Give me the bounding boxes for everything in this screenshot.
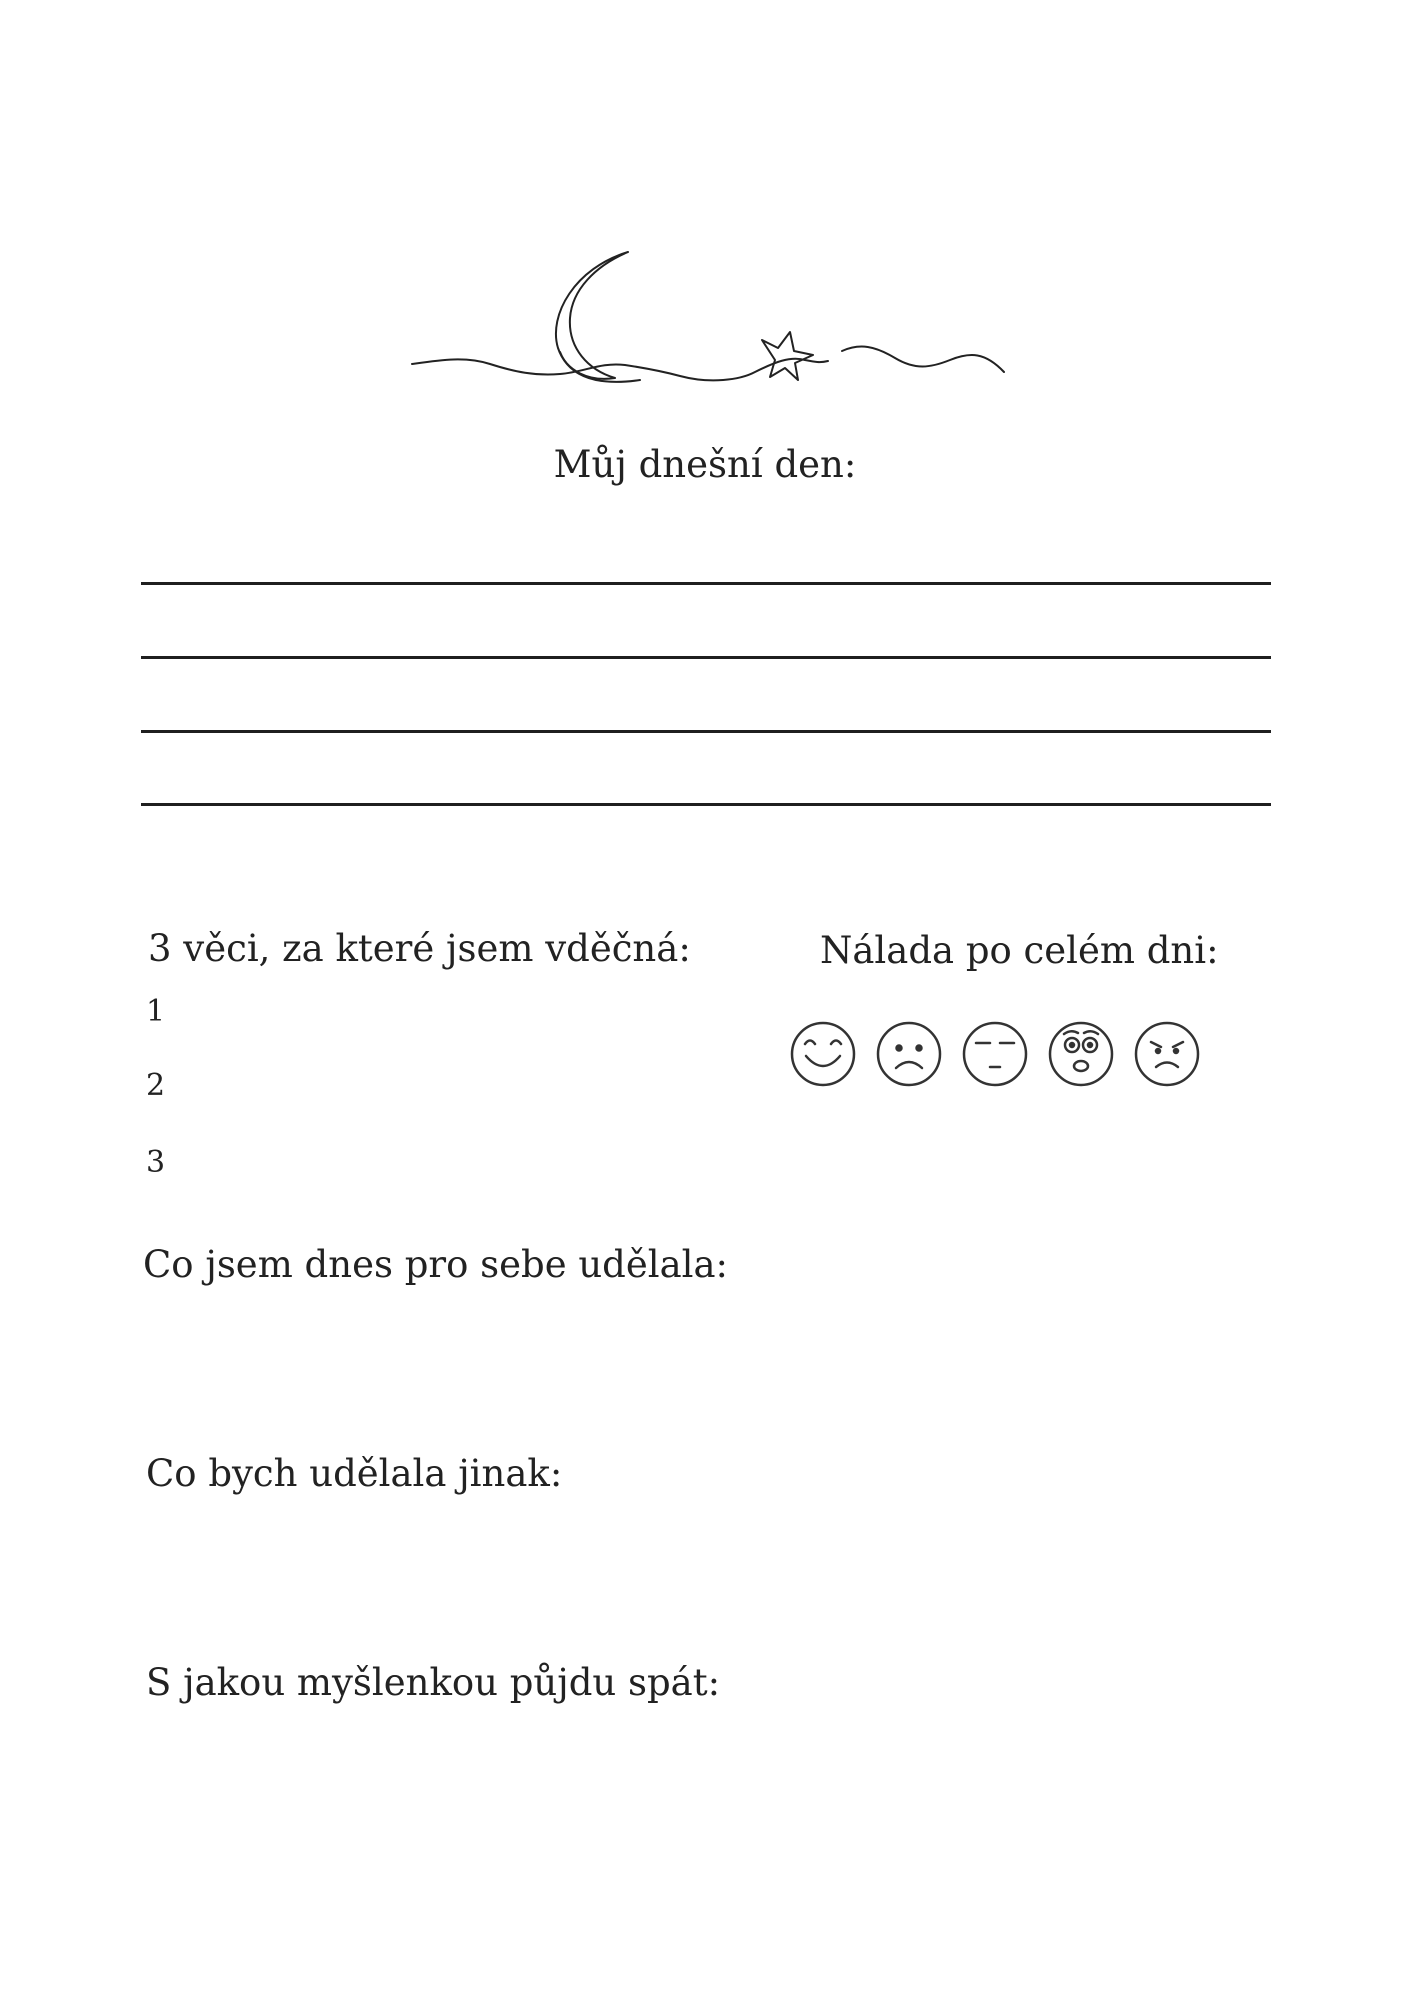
writing-line [141,582,1271,585]
gratitude-item-number: 1 [146,994,166,1029]
writing-line [141,730,1271,733]
do-differently-heading: Co bych udělala jinak: [146,1452,563,1495]
gratitude-item-number: 2 [146,1068,166,1103]
bedtime-thought-heading: S jakou myšlenkou půjdu spát: [146,1661,721,1704]
page-title: Můj dnešní den: [553,443,857,486]
gratitude-heading: 3 věci, za které jsem vděčná: [148,927,691,970]
mood-heading: Nálada po celém dni: [820,929,1219,972]
surprised-icon[interactable] [1047,1020,1115,1088]
neutral-icon[interactable] [961,1020,1029,1088]
writing-line [141,803,1271,806]
self-care-heading: Co jsem dnes pro sebe udělala: [143,1243,729,1286]
gratitude-item-number: 3 [146,1145,166,1180]
smile-icon[interactable] [789,1020,857,1088]
angry-icon[interactable] [1133,1020,1201,1088]
moon-star-line-icon [410,240,1006,390]
sad-icon[interactable] [875,1020,943,1088]
writing-line [141,656,1271,659]
